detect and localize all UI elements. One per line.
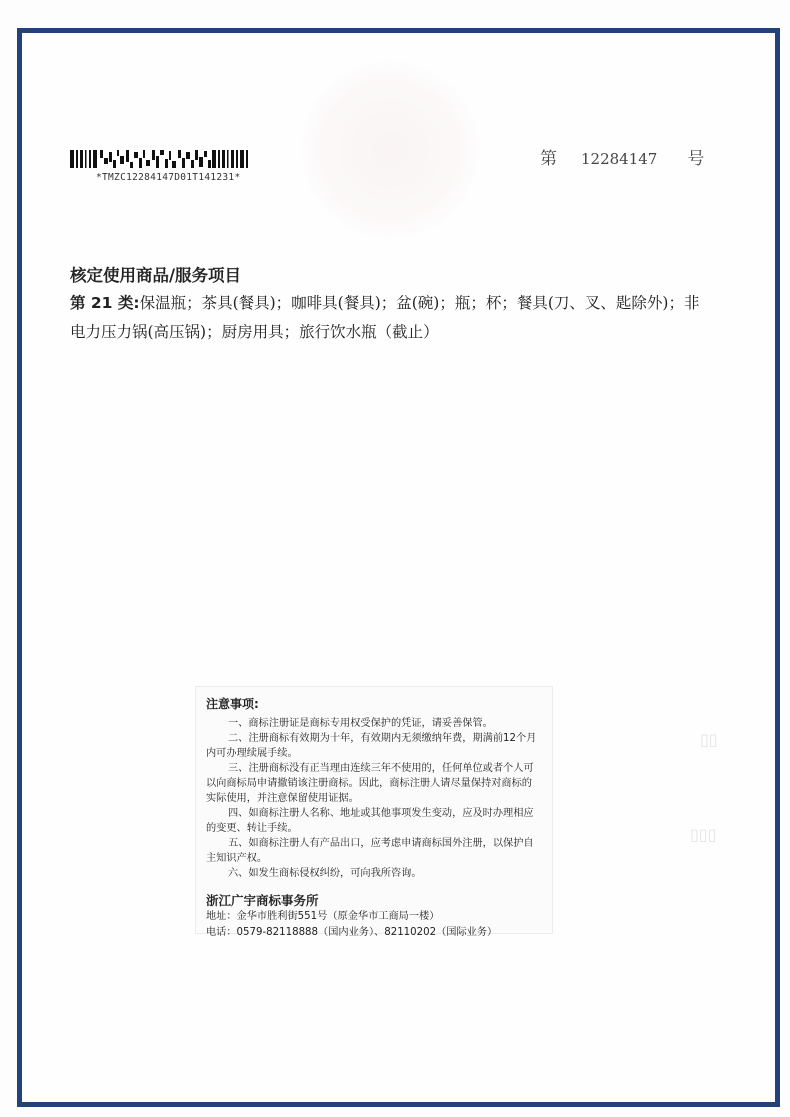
goods-list [70,289,760,347]
notice-item: 四、如商标注册人名称、地址或其他事项发生变动，应及时办理相应的变更、转让手续。 [206,808,534,834]
bleed-through-mark: ▯▯ [700,730,718,749]
notice-item: 五、如商标注册人有产品出口，应考虑申请商标国外注册，以保护自主知识产权。 [206,838,534,864]
goods-line-2: 电力压力锅(高压锅)；厨房用具；旅行饮水瓶（截止） [70,323,439,341]
barcode-image [70,148,260,170]
registration-number-value: 12284147 [581,150,658,168]
notice-item: 六、如发生商标侵权纠纷，可向我所咨询。 [228,868,422,879]
agency-phone: 电话：0579-82118888（国内业务）、82110202（国际业务） [206,927,498,938]
goods-services-heading: 核定使用商品/服务项目 [70,266,242,285]
barcode-block [70,148,270,183]
barcode-text: *TMZC12284147D01T141231* [96,172,241,183]
notice-item: 三、注册商标没有正当理由连续三年不使用的，任何单位或者个人可以向商标局申请撤销该注册商标。因此，商标注册人请尽量保持对商标的实际使用，并注意保留使用证据。 [206,763,534,804]
goods-line-1 [70,289,760,318]
notice-item: 二、注册商标有效期为十年，有效期内无须缴纳年费，期满前12个月内可办理续展手续。 [206,733,537,759]
faint-seal-stamp [300,60,480,240]
agency-address: 地址：金华市胜利街551号（原金华市工商局一楼） [206,911,440,922]
registration-number [540,144,704,169]
goods-text-1: 保温瓶；茶具(餐具)；咖啡具(餐具)；盆(碗)；瓶；杯；餐具(刀、叉、匙除外)；非 [139,294,700,312]
goods-class-label: 第 21 类: [70,294,140,312]
notice-item: 一、商标注册证是商标专用权受保护的凭证，请妥善保管。 [228,718,493,729]
registration-prefix: 第 [540,149,557,169]
registration-suffix: 号 [687,149,705,169]
agency-name: 浙江广宇商标事务所 [206,893,319,908]
notice-title: 注意事项: [206,697,259,711]
notice-box [195,686,553,938]
bleed-through-mark: ▯▯▯ [690,825,717,844]
